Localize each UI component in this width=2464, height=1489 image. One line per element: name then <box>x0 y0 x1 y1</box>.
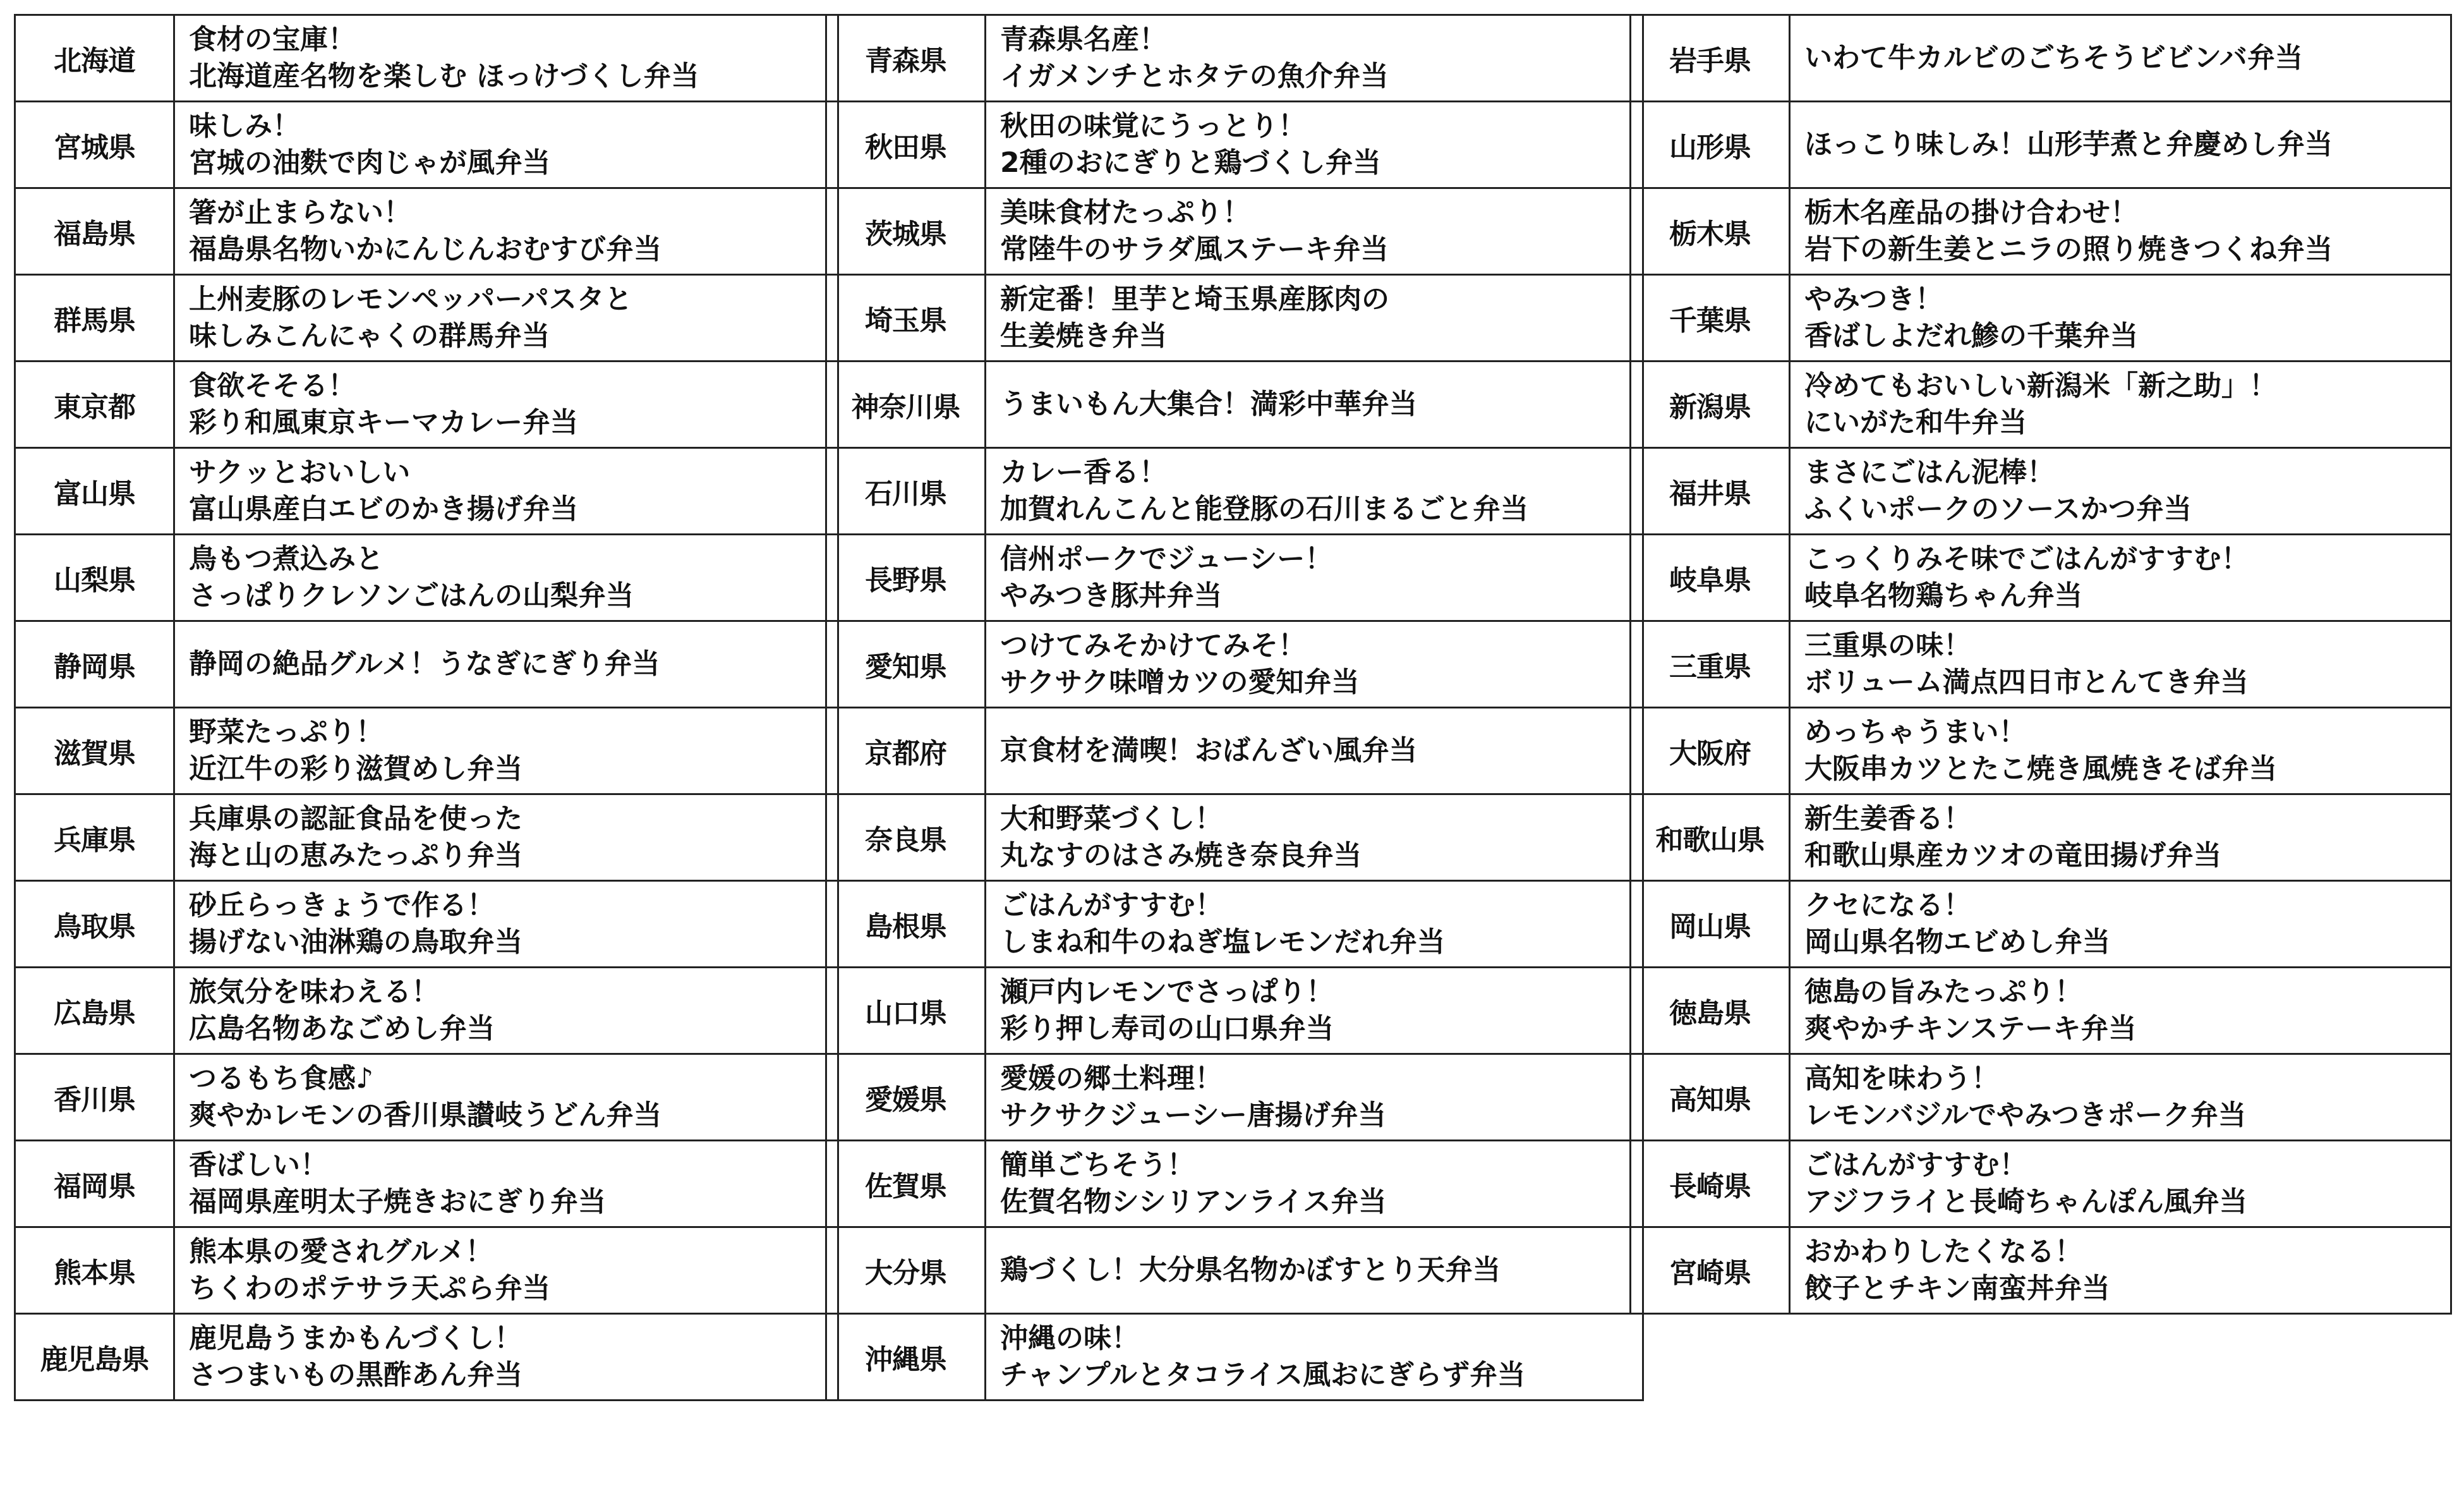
bento-name-line: 高知を味わう！ <box>1804 1062 1999 1095</box>
bento-name-cell <box>1790 1141 2451 1227</box>
bento-name-line: 鳥もつ煮込みと <box>189 543 383 575</box>
bento-name-cell <box>174 968 838 1054</box>
table-row <box>1631 968 2451 1054</box>
bento-name-cell <box>174 881 838 968</box>
bento-name-line: ボリューム満点四日市とんてき弁当 <box>1804 666 2249 698</box>
bento-name-line: サクッとおいしい <box>189 456 411 489</box>
bento-name-line: おかわりしたくなる！ <box>1804 1236 2082 1268</box>
prefecture-cell: 宮城県 <box>15 102 174 188</box>
table-row <box>826 708 1643 794</box>
table-row <box>1631 362 2451 448</box>
bento-name-line: チャンプルとタコライス風おにぎらず弁当 <box>1000 1359 1526 1391</box>
bento-name-line: 生姜焼き弁当 <box>1000 320 1167 352</box>
bento-name-line: ごはんがすすむ！ <box>1804 1149 2027 1181</box>
prefecture-cell: 大分県 <box>826 1227 986 1314</box>
bento-name-line: 和歌山県産カツオの竜田揚げ弁当 <box>1804 839 2221 872</box>
bento-name-line: 岩下の新生姜とニラの照り焼きつくね弁当 <box>1804 233 2333 265</box>
bento-name-line: 鶏づくし！大分県名物かぼすとり天弁当 <box>1000 1254 1501 1286</box>
table-row <box>1631 275 2451 362</box>
bento-name-line: 加賀れんこんと能登豚の石川まるごと弁当 <box>1000 493 1528 525</box>
bento-name-cell <box>174 188 838 275</box>
bento-name-cell <box>1790 794 2451 881</box>
prefecture-cell: 京都府 <box>826 708 986 794</box>
bento-name-cell <box>986 1141 1643 1227</box>
table-row <box>15 708 838 794</box>
bento-name-cell <box>1790 621 2451 708</box>
prefecture-cell: 高知県 <box>1631 1054 1790 1141</box>
bento-name-line: サクサク味噌カツの愛知弁当 <box>1000 666 1360 698</box>
bento-name-cell <box>1790 881 2451 968</box>
bento-name-line: 野菜たっぷり！ <box>189 716 383 748</box>
prefecture-cell: 長野県 <box>826 535 986 621</box>
bento-name-line: 信州ポークでジューシー！ <box>1000 543 1333 575</box>
table-row <box>1631 102 2451 188</box>
bento-name-cell <box>986 1054 1643 1141</box>
bento-name-line: 食欲そそる！ <box>189 370 356 402</box>
prefecture-cell: 栃木県 <box>1631 188 1790 275</box>
table-row <box>1631 881 2451 968</box>
bento-name-line: クセになる！ <box>1804 889 1971 921</box>
table-row <box>15 968 838 1054</box>
bento-name-cell <box>1790 1227 2451 1314</box>
bento-name-line: 爽やかレモンの香川県讃岐うどん弁当 <box>189 1099 661 1131</box>
bento-name-line: 岐阜名物鶏ちゃん弁当 <box>1804 580 2082 612</box>
prefecture-cell: 石川県 <box>826 448 986 535</box>
prefecture-cell: 兵庫県 <box>15 794 174 881</box>
bento-name-cell <box>986 708 1643 794</box>
bento-name-line: 香ばしよだれ鯵の千葉弁当 <box>1804 320 2138 352</box>
bento-name-cell <box>174 794 838 881</box>
bento-name-line: 冷めてもおいしい新潟米「新之助」！ <box>1804 370 2277 402</box>
bento-name-line: さつまいもの黒酢あん弁当 <box>189 1359 522 1391</box>
prefecture-cell: 東京都 <box>15 362 174 448</box>
bento-name-line: 青森県名産！ <box>1000 23 1167 56</box>
bento-name-cell <box>174 275 838 362</box>
prefecture-cell: 静岡県 <box>15 621 174 708</box>
bento-name-cell <box>174 535 838 621</box>
prefecture-cell: 長崎県 <box>1631 1141 1790 1227</box>
bento-name-cell <box>986 621 1643 708</box>
table-row <box>826 621 1643 708</box>
bento-name-cell <box>174 1227 838 1314</box>
prefecture-cell: 佐賀県 <box>826 1141 986 1227</box>
prefecture-cell: 沖縄県 <box>826 1314 986 1401</box>
bento-name-line: 上州麦豚のレモンペッパーパスタと <box>189 283 632 315</box>
table-row <box>1631 1141 2451 1227</box>
table-row <box>1631 448 2451 535</box>
prefecture-cell: 鹿児島県 <box>15 1314 174 1401</box>
prefecture-cell: 熊本県 <box>15 1227 174 1314</box>
bento-name-line: 砂丘らっきょうで作る！ <box>189 889 495 921</box>
prefecture-cell: 広島県 <box>15 968 174 1054</box>
bento-name-cell <box>986 102 1643 188</box>
table-row <box>15 1054 838 1141</box>
bento-name-cell <box>174 362 838 448</box>
bento-name-line: 香ばしい！ <box>189 1149 328 1181</box>
bento-column-1 <box>14 14 839 1401</box>
prefecture-cell: 香川県 <box>15 1054 174 1141</box>
prefecture-cell: 岡山県 <box>1631 881 1790 968</box>
table-row <box>15 1227 838 1314</box>
bento-name-line: 秋田の味覚にうっとり！ <box>1000 110 1306 142</box>
bento-name-line: やみつき豚丼弁当 <box>1000 580 1223 612</box>
prefecture-cell: 山形県 <box>1631 102 1790 188</box>
table-row <box>1631 188 2451 275</box>
bento-name-line: しまね和牛のねぎ塩レモンだれ弁当 <box>1000 926 1445 958</box>
table-row <box>15 102 838 188</box>
bento-name-line: ごはんがすすむ！ <box>1000 889 1223 921</box>
bento-name-line: 餃子とチキン南蛮丼弁当 <box>1804 1272 2110 1304</box>
prefecture-cell: 福井県 <box>1631 448 1790 535</box>
bento-name-line: イガメンチとホタテの魚介弁当 <box>1000 60 1389 92</box>
prefecture-cell: 愛知県 <box>826 621 986 708</box>
prefecture-cell: 福岡県 <box>15 1141 174 1227</box>
bento-name-line: 宮城の油麩で肉じゃが風弁当 <box>189 147 550 179</box>
bento-name-line: 岡山県名物エビめし弁当 <box>1804 926 2110 958</box>
table-row <box>1631 794 2451 881</box>
bento-name-line: 福岡県産明太子焼きおにぎり弁当 <box>189 1186 606 1218</box>
bento-name-line: 愛媛の郷土料理！ <box>1000 1062 1223 1095</box>
bento-name-line: ほっこり味しみ！山形芋煮と弁慶めし弁当 <box>1804 128 2333 161</box>
bento-name-cell <box>174 102 838 188</box>
bento-column-2 <box>825 14 1644 1401</box>
prefecture-cell: 千葉県 <box>1631 275 1790 362</box>
table-row <box>15 535 838 621</box>
table-row <box>826 881 1643 968</box>
table-row <box>826 188 1643 275</box>
table-row <box>826 275 1643 362</box>
prefecture-cell: 岐阜県 <box>1631 535 1790 621</box>
bento-name-cell <box>174 708 838 794</box>
bento-table <box>14 14 2450 1473</box>
bento-name-line: 美味食材たっぷり！ <box>1000 197 1250 229</box>
table-row <box>15 362 838 448</box>
bento-name-line: にいがた和牛弁当 <box>1804 406 2027 439</box>
bento-name-line: 徳島の旨みたっぷり！ <box>1804 976 2082 1008</box>
bento-name-cell <box>986 188 1643 275</box>
table-row <box>15 275 838 362</box>
bento-name-cell <box>1790 968 2451 1054</box>
bento-name-line: 福島県名物いかにんじんおむすび弁当 <box>189 233 661 265</box>
bento-name-line: 味しみ！ <box>189 110 300 142</box>
bento-name-line: 兵庫県の認証食品を使った <box>189 803 522 835</box>
prefecture-cell: 青森県 <box>826 15 986 102</box>
bento-name-line: 常陸牛のサラダ風ステーキ弁当 <box>1000 233 1389 265</box>
bento-name-line: さっぱりクレソンごはんの山梨弁当 <box>189 580 634 612</box>
bento-name-line: 京食材を満喫！おばんざい風弁当 <box>1000 734 1417 767</box>
table-row <box>826 102 1643 188</box>
table-row <box>826 794 1643 881</box>
prefecture-cell: 群馬県 <box>15 275 174 362</box>
bento-name-line: 食材の宝庫！ <box>189 23 356 56</box>
bento-name-line: 新定番！里芋と埼玉県産豚肉の <box>1000 283 1389 315</box>
bento-name-line: 味しみこんにゃくの群馬弁当 <box>189 320 550 352</box>
bento-name-cell <box>174 15 838 102</box>
table-row <box>1631 621 2451 708</box>
prefecture-cell: 宮崎県 <box>1631 1227 1790 1314</box>
prefecture-cell: 神奈川県 <box>826 362 986 448</box>
bento-name-cell <box>986 362 1643 448</box>
bento-name-line: うまいもん大集合！満彩中華弁当 <box>1000 388 1417 420</box>
bento-name-cell <box>986 794 1643 881</box>
bento-name-cell <box>1790 362 2451 448</box>
prefecture-cell: 北海道 <box>15 15 174 102</box>
prefecture-cell: 奈良県 <box>826 794 986 881</box>
table-row <box>826 362 1643 448</box>
bento-name-line: 彩り押し寿司の山口県弁当 <box>1000 1012 1334 1045</box>
prefecture-cell: 愛媛県 <box>826 1054 986 1141</box>
table-row <box>15 448 838 535</box>
bento-name-cell <box>1790 448 2451 535</box>
bento-name-line: 爽やかチキンステーキ弁当 <box>1804 1012 2137 1045</box>
table-row <box>15 15 838 102</box>
bento-name-cell <box>986 275 1643 362</box>
table-row <box>826 1054 1643 1141</box>
bento-name-line: 三重県の味！ <box>1804 629 1971 662</box>
bento-name-cell <box>986 448 1643 535</box>
bento-name-cell <box>1790 102 2451 188</box>
bento-name-line: 広島名物あなごめし弁当 <box>189 1012 495 1045</box>
bento-name-line: 北海道産名物を楽しむ ほっけづくし弁当 <box>189 60 699 92</box>
prefecture-cell: 島根県 <box>826 881 986 968</box>
table-row <box>1631 535 2451 621</box>
prefecture-cell: 岩手県 <box>1631 15 1790 102</box>
table-row <box>1631 1227 2451 1314</box>
bento-name-line: 彩り和風東京キーマカレー弁当 <box>189 406 578 439</box>
bento-name-cell <box>1790 1054 2451 1141</box>
prefecture-cell: 秋田県 <box>826 102 986 188</box>
bento-name-cell <box>986 1314 1643 1401</box>
bento-name-line: やみつき！ <box>1804 283 1943 315</box>
prefecture-cell: 大阪府 <box>1631 708 1790 794</box>
prefecture-cell: 富山県 <box>15 448 174 535</box>
bento-name-line: レモンバジルでやみつきポーク弁当 <box>1804 1099 2246 1131</box>
bento-name-line: 栃木名産品の掛け合わせ！ <box>1804 197 2138 229</box>
table-row <box>15 188 838 275</box>
bento-name-line: いわて牛カルビのごちそうビビンバ弁当 <box>1804 42 2303 74</box>
prefecture-cell: 三重県 <box>1631 621 1790 708</box>
bento-name-cell <box>986 881 1643 968</box>
table-row <box>15 621 838 708</box>
bento-name-cell <box>986 15 1643 102</box>
bento-name-cell <box>1790 15 2451 102</box>
table-row <box>826 15 1643 102</box>
bento-name-cell <box>174 1314 838 1401</box>
bento-name-line: 熊本県の愛されグルメ！ <box>189 1236 493 1268</box>
bento-name-line: 簡単ごちそう！ <box>1000 1149 1195 1181</box>
table-row <box>826 1314 1643 1401</box>
table-row <box>15 1141 838 1227</box>
prefecture-cell: 和歌山県 <box>1631 794 1790 881</box>
bento-name-line: 大和野菜づくし！ <box>1000 803 1223 835</box>
bento-name-cell <box>174 1054 838 1141</box>
prefecture-cell: 茨城県 <box>826 188 986 275</box>
table-row <box>826 968 1643 1054</box>
prefecture-cell: 山梨県 <box>15 535 174 621</box>
bento-name-cell <box>174 1141 838 1227</box>
bento-name-line: 大阪串カツとたこ焼き風焼きそば弁当 <box>1804 753 2277 785</box>
prefecture-cell: 徳島県 <box>1631 968 1790 1054</box>
bento-name-line: ちくわのポテサラ天ぷら弁当 <box>189 1272 550 1304</box>
bento-name-line: 旅気分を味わえる！ <box>189 976 439 1008</box>
prefecture-cell: 山口県 <box>826 968 986 1054</box>
bento-name-cell <box>986 1227 1643 1314</box>
table-row <box>826 448 1643 535</box>
bento-name-line: 海と山の恵みたっぷり弁当 <box>189 839 522 872</box>
bento-name-line: 揚げない油淋鶏の鳥取弁当 <box>189 926 522 958</box>
prefecture-cell: 福島県 <box>15 188 174 275</box>
bento-name-line: 沖縄の味！ <box>1000 1322 1139 1354</box>
bento-name-line: 箸が止まらない！ <box>189 197 411 229</box>
prefecture-cell: 新潟県 <box>1631 362 1790 448</box>
bento-name-line: 静岡の絶品グルメ！うなぎにぎり弁当 <box>189 648 660 680</box>
prefecture-cell: 埼玉県 <box>826 275 986 362</box>
bento-name-line: サクサクジューシー唐揚げ弁当 <box>1000 1099 1386 1131</box>
bento-name-line: つるもち食感♪ <box>189 1062 374 1095</box>
table-row <box>1631 708 2451 794</box>
bento-name-line: 2種のおにぎりと鶏づくし弁当 <box>1000 147 1381 179</box>
prefecture-cell: 鳥取県 <box>15 881 174 968</box>
table-row <box>826 1141 1643 1227</box>
table-row <box>15 881 838 968</box>
table-row <box>15 1314 838 1401</box>
prefecture-cell: 滋賀県 <box>15 708 174 794</box>
bento-name-line: 鹿児島うまかもんづくし！ <box>189 1322 522 1354</box>
table-row <box>826 1227 1643 1314</box>
bento-name-line: 新生姜香る！ <box>1804 803 1971 835</box>
bento-name-line: まさにごはん泥棒！ <box>1804 456 2055 489</box>
bento-name-line: こっくりみそ味でごはんがすすむ！ <box>1804 543 2249 575</box>
bento-name-line: 近江牛の彩り滋賀めし弁当 <box>189 753 522 785</box>
table-row <box>15 794 838 881</box>
bento-name-line: 富山県産白エビのかき揚げ弁当 <box>189 493 578 525</box>
bento-name-line: 佐賀名物シシリアンライス弁当 <box>1000 1186 1387 1218</box>
bento-name-line: 瀬戸内レモンでさっぱり！ <box>1000 976 1334 1008</box>
bento-name-cell <box>986 535 1643 621</box>
bento-name-cell <box>1790 275 2451 362</box>
bento-name-line: アジフライと長崎ちゃんぽん風弁当 <box>1804 1186 2247 1218</box>
bento-name-cell <box>174 448 838 535</box>
bento-name-cell <box>986 968 1643 1054</box>
table-row <box>826 535 1643 621</box>
table-row <box>1631 15 2451 102</box>
bento-name-line: めっちゃうまい！ <box>1804 716 2027 748</box>
bento-name-line: ふくいポークのソースかつ弁当 <box>1804 493 2192 525</box>
bento-name-line: カレー香る！ <box>1000 456 1167 489</box>
bento-name-cell <box>174 621 838 708</box>
table-row <box>1631 1054 2451 1141</box>
bento-name-cell <box>1790 708 2451 794</box>
bento-name-cell <box>1790 188 2451 275</box>
bento-name-line: つけてみそかけてみそ！ <box>1000 629 1306 662</box>
bento-column-3 <box>1629 14 2452 1315</box>
bento-name-line: 丸なすのはさみ焼き奈良弁当 <box>1000 839 1362 872</box>
bento-name-cell <box>1790 535 2451 621</box>
